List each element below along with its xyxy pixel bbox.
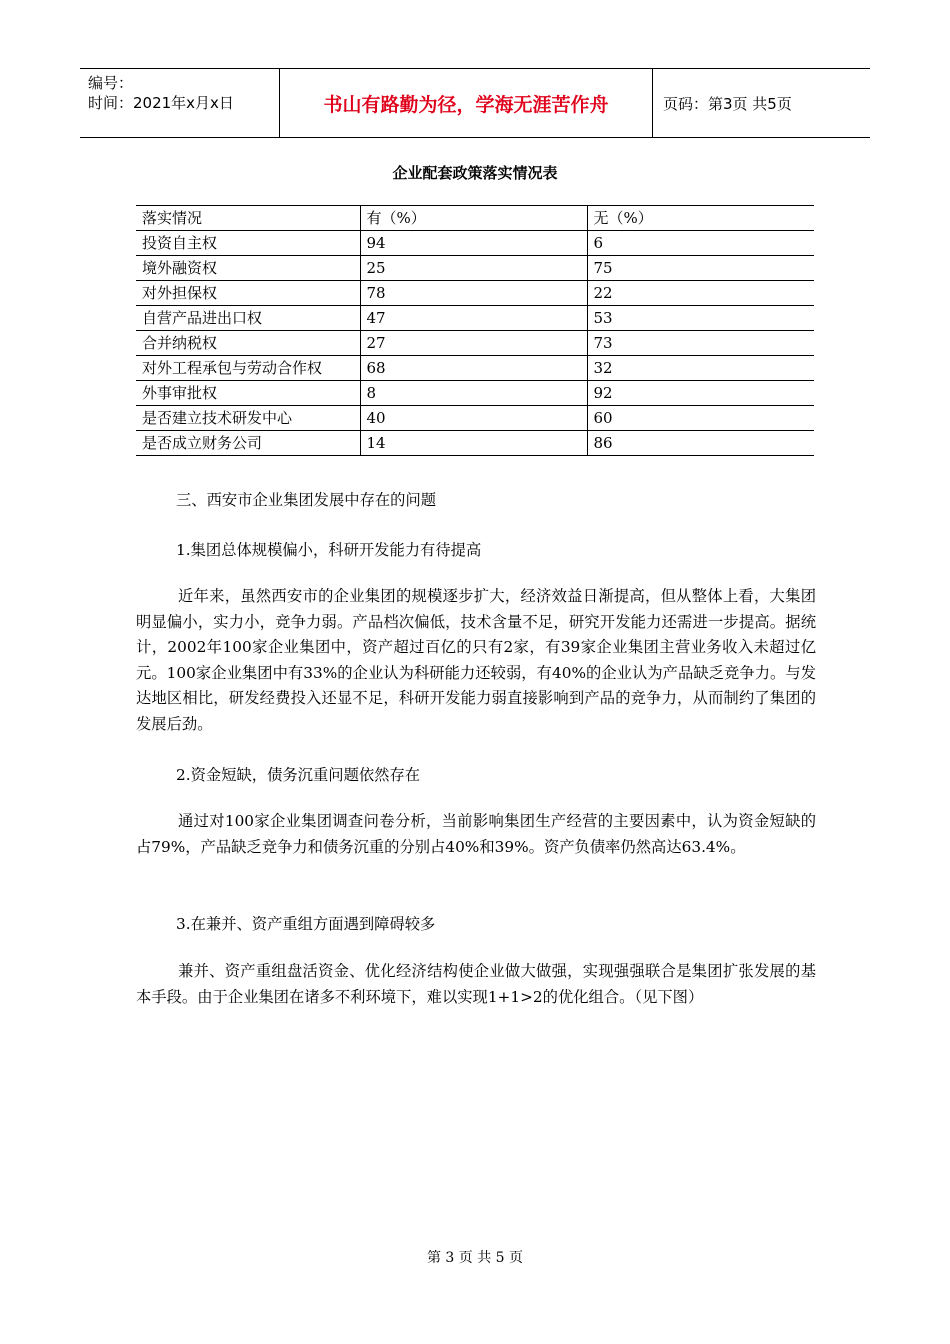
table-row — [136, 381, 814, 406]
sub3-heading: 3.在兼并、资产重组方面遇到障碍较多 — [176, 915, 436, 933]
table-cell: 14 — [360, 431, 587, 456]
table-cell: 是否建立技术研发中心 — [136, 406, 360, 431]
table-row — [136, 256, 814, 281]
policy-table — [136, 205, 814, 456]
table-cell: 68 — [360, 356, 587, 381]
sub2-heading: 2.资金短缺，债务沉重问题依然存在 — [176, 766, 421, 784]
table-cell: 是否成立财务公司 — [136, 431, 360, 456]
table-cell: 73 — [587, 331, 814, 356]
header-page-label: 页码：第3页 共5页 — [663, 94, 792, 113]
table-cell: 27 — [360, 331, 587, 356]
table-cell: 32 — [587, 356, 814, 381]
table-cell: 合并纳税权 — [136, 331, 360, 356]
table-row — [136, 356, 814, 381]
section-heading: 三、西安市企业集团发展中存在的问题 — [176, 491, 437, 509]
table-cell: 25 — [360, 256, 587, 281]
time-label: 时间：2021年x月x日 — [88, 94, 234, 112]
table-cell: 对外工程承包与劳动合作权 — [136, 356, 360, 381]
table-cell: 92 — [587, 381, 814, 406]
table-title: 企业配套政策落实情况表 — [392, 164, 558, 182]
table-header-row — [136, 206, 814, 231]
table-row — [136, 281, 814, 306]
table-cell: 8 — [360, 381, 587, 406]
sub3-body: 兼并、资产重组盘活资金、优化经济结构使企业做大做强，实现强强联合是集团扩张发展的基本手段。由于企业集团在诸多不利环境下，难以实现1+1>2的优化组合。（见下图） — [136, 962, 816, 1006]
header-info — [80, 69, 280, 137]
table-cell: 6 — [587, 231, 814, 256]
table-cell: 60 — [587, 406, 814, 431]
table-cell: 22 — [587, 281, 814, 306]
table-header-cell: 落实情况 — [136, 206, 360, 231]
table-cell: 86 — [587, 431, 814, 456]
page-footer: 第 3 页 共 5 页 — [426, 1250, 524, 1266]
sub2-body: 通过对100家企业集团调查问卷分析，当前影响集团生产经营的主要因素中，认为资金短缺的占79%，产品缺乏竞争力和债务沉重的分别占40%和39%。资产负债率仍然高达63.4%。 — [136, 812, 816, 856]
table-cell: 40 — [360, 406, 587, 431]
table-header-cell: 有（%） — [360, 206, 587, 231]
table-row — [136, 231, 814, 256]
table-cell: 境外融资权 — [136, 256, 360, 281]
table-row — [136, 331, 814, 356]
table-cell: 94 — [360, 231, 587, 256]
header-slogan: 书山有路勤为径，学海无涯苦作舟 — [280, 69, 653, 137]
table-row — [136, 431, 814, 456]
table-cell: 外事审批权 — [136, 381, 360, 406]
table-row — [136, 406, 814, 431]
table-cell: 对外担保权 — [136, 281, 360, 306]
table-cell: 47 — [360, 306, 587, 331]
table-header-cell: 无（%） — [587, 206, 814, 231]
table-row — [136, 306, 814, 331]
sub1-heading: 1.集团总体规模偏小，科研开发能力有待提高 — [176, 541, 482, 559]
table-cell: 78 — [360, 281, 587, 306]
table-cell: 自营产品进出口权 — [136, 306, 360, 331]
table-cell: 75 — [587, 256, 814, 281]
sub1-body: 近年来，虽然西安市的企业集团的规模逐步扩大，经济效益日渐提高，但从整体上看，大集团明显偏小，实力小，竞争力弱。产品档次偏低，技术含量不足，研究开发能力还需进一步提高。据统计，2002年100家企业集团中，资产超过百亿的只有2家，有39家企业集团主营业务收入未超过亿元。100家企业集团中有33%的企业认为科研能力还较弱，有40%的企业认为产品缺乏竞争力。与发达地区相比，研发经费投入还显不足，科研开发能力弱直接影响到产品的竞争力，从而制约了集团的发展后劲。 — [136, 587, 816, 733]
table-cell: 投资自主权 — [136, 231, 360, 256]
number-label: 编号： — [88, 74, 134, 92]
table-cell: 53 — [587, 306, 814, 331]
page-header — [80, 68, 870, 138]
